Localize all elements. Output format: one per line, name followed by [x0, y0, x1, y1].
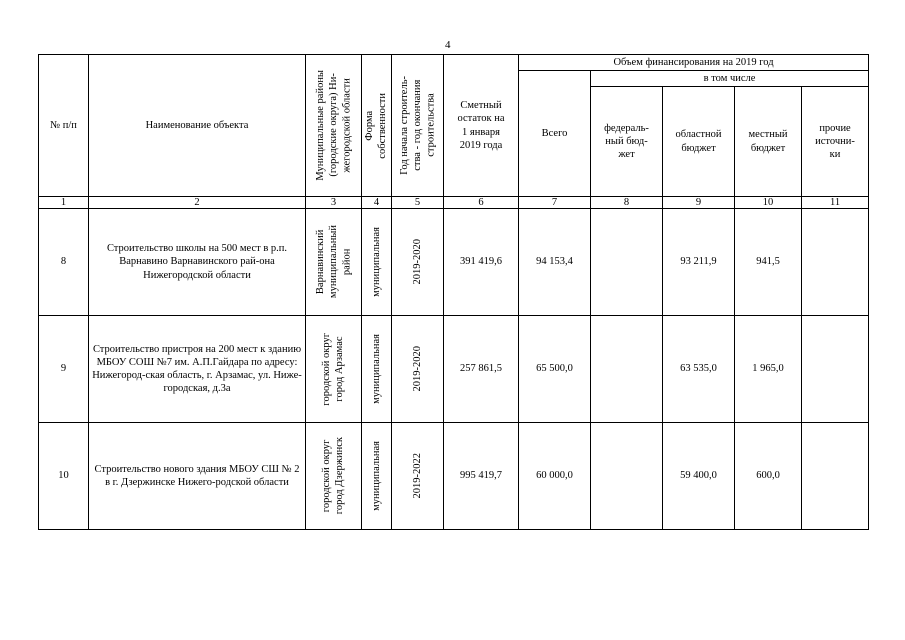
row-total: 65 500,0	[519, 316, 591, 423]
row-years: 2019-2020	[392, 316, 444, 423]
row-local: 1 965,0	[735, 316, 802, 423]
header-federal: федераль- ный бюд- жет	[591, 87, 663, 197]
row-ownership: муниципальная	[362, 423, 392, 530]
row-years: 2019-2022	[392, 423, 444, 530]
row-ownership: муниципальная	[362, 316, 392, 423]
row-district: Варнавинский муниципальный район	[306, 209, 362, 316]
header-total: Всего	[519, 71, 591, 197]
column-number: 10	[735, 197, 802, 209]
page-number: 4	[445, 39, 451, 51]
object-name: Строительство пристроя на 200 мест к зданию МБОУ СОШ №7 им. А.П.Гайдара по адресу: Нижегород-ская область, г. Арзамас, ул. Ниже-городская, д.3а	[89, 316, 306, 423]
header-including: в том числе	[591, 71, 869, 87]
row-total: 94 153,4	[519, 209, 591, 316]
row-remainder: 391 419,6	[444, 209, 519, 316]
row-other	[802, 209, 869, 316]
row-local: 941,5	[735, 209, 802, 316]
row-district: городской округ город Арзамас	[306, 316, 362, 423]
table-row	[39, 423, 869, 530]
object-name: Строительство нового здания МБОУ СШ № 2 в г. Дзержинске Нижего-родской области	[89, 423, 306, 530]
header-funding: Объем финансирования на 2019 год	[519, 55, 869, 71]
header-other: прочие источни- ки	[802, 87, 869, 197]
row-years: 2019-2020	[392, 209, 444, 316]
header-local: местный бюджет	[735, 87, 802, 197]
column-number: 4	[362, 197, 392, 209]
table-row	[39, 316, 869, 423]
column-number: 5	[392, 197, 444, 209]
table-row	[39, 209, 869, 316]
column-number: 2	[89, 197, 306, 209]
header-num: № п/п	[39, 55, 89, 197]
row-federal	[591, 423, 663, 530]
row-other	[802, 316, 869, 423]
column-number: 1	[39, 197, 89, 209]
header-ownership: Форма собственности	[362, 55, 392, 197]
row-num: 10	[39, 423, 89, 530]
row-ownership: муниципальная	[362, 209, 392, 316]
row-other	[802, 423, 869, 530]
row-regional: 63 535,0	[663, 316, 735, 423]
header-districts: Муниципальные районы (городские округа) Ни- жегородской области	[306, 55, 362, 197]
row-local: 600,0	[735, 423, 802, 530]
object-name: Строительство школы на 500 мест в р.п. Варнавино Варнавинского рай-она Нижегородской области	[89, 209, 306, 316]
row-total: 60 000,0	[519, 423, 591, 530]
row-federal	[591, 316, 663, 423]
row-remainder: 257 861,5	[444, 316, 519, 423]
column-number: 6	[444, 197, 519, 209]
column-number: 9	[663, 197, 735, 209]
row-regional: 59 400,0	[663, 423, 735, 530]
header-remainder: Сметный остаток на 1 января 2019 года	[444, 55, 519, 197]
header-regional: областной бюджет	[663, 87, 735, 197]
row-num: 9	[39, 316, 89, 423]
column-number: 11	[802, 197, 869, 209]
financing-table	[38, 54, 869, 530]
header-name: Наименование объекта	[89, 55, 306, 197]
row-remainder: 995 419,7	[444, 423, 519, 530]
row-federal	[591, 209, 663, 316]
column-number: 3	[306, 197, 362, 209]
column-number: 7	[519, 197, 591, 209]
column-number-row	[39, 197, 869, 209]
row-district: городской округ город Дзержинск	[306, 423, 362, 530]
row-num: 8	[39, 209, 89, 316]
row-regional: 93 211,9	[663, 209, 735, 316]
column-number: 8	[591, 197, 663, 209]
header-years: Год начала строитель- ства - год окончания строительства	[392, 55, 444, 197]
